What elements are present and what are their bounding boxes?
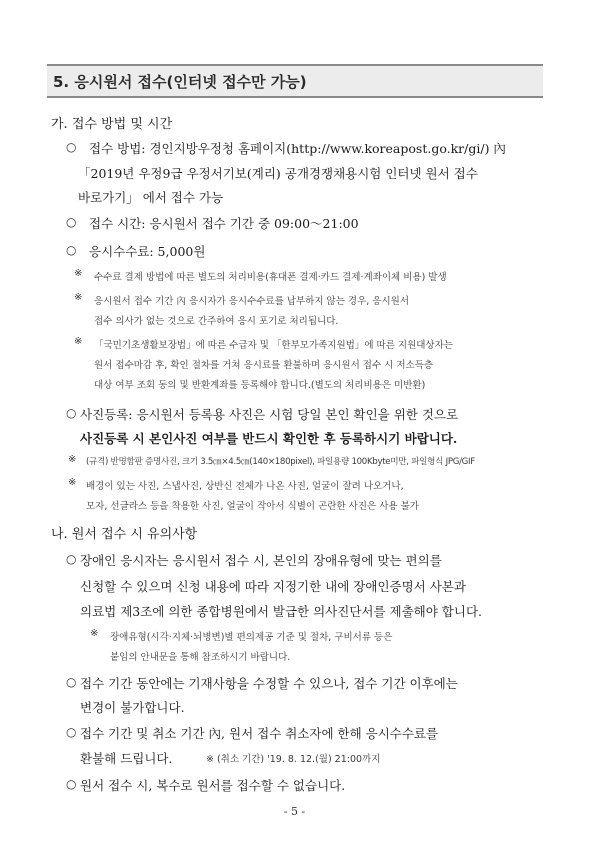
- bullet-icon: ○: [66, 675, 77, 689]
- refund-note: ※ (취소 기간) '19. 8. 12.(월) 21:00까지: [206, 754, 381, 765]
- bullet-icon: ○: [66, 243, 77, 257]
- photo-note-spec: (규격) 반명함판 증명사진, 크기 3.5㎝×4.5㎝(140×180pixel), 파일용량 100Kbyte미만, 파일형식 JPG/GIF: [86, 457, 475, 467]
- duplicate-line: 원서 접수 시, 복수로 원서를 접수할 수 없습니다.: [80, 778, 346, 793]
- fee-note-2-line-1: 응시원서 접수 기간 內 응시자가 응시수수료를 납부하지 않는 경우, 응시원서: [94, 296, 410, 307]
- note-mark-icon: ※: [90, 628, 99, 639]
- note-mark-icon: ※: [68, 454, 77, 465]
- method-line-3: 바로가기」 에서 접수 가능: [78, 190, 224, 205]
- refund-line-1: 접수 기간 및 취소 기간 內, 원서 접수 취소자에 한해 응시수수료를: [80, 726, 439, 741]
- bullet-icon: ○: [66, 725, 77, 739]
- bullet-icon: ○: [66, 777, 77, 791]
- disabled-line-3: 의료법 제3조에 의한 종합병원에서 발급한 의사진단서를 제출해야 합니다.: [80, 604, 482, 619]
- note-mark-icon: ※: [74, 268, 83, 279]
- fee-note-1: 수수료 결제 방법에 따른 별도의 처리비용(휴대폰 결제·카드 결제·계좌이체 비용) 발생: [94, 272, 447, 283]
- disabled-note-line-1: 장애유형(시각·지체·뇌병변)별 편의제공 기준 및 절차, 구비서류 등은: [110, 632, 393, 643]
- page-number: - 5 -: [283, 805, 306, 818]
- fee-note-2-line-2: 접수 의사가 없는 것으로 간주하여 응시 포기로 처리됩니다.: [94, 316, 339, 327]
- bullet-icon: ○: [66, 215, 77, 229]
- method-line-2: 「2019년 우정9급 우정서기보(계리) 공개경쟁채용시험 인터넷 원서 접수: [78, 166, 478, 181]
- subsection-b-heading: 나. 원서 접수 시 유의사항: [51, 527, 198, 542]
- time-line: 접수 시간: 응시원서 접수 기간 중 09:00～21:00: [89, 216, 359, 231]
- refund-line-2: 환불해 드립니다.: [80, 751, 173, 766]
- section-title: 5. 응시원서 접수(인터넷 접수만 가능): [53, 73, 307, 91]
- section-banner: [47, 64, 543, 98]
- disabled-note-line-2: 붙임의 안내문을 통해 참조하시기 바랍니다.: [110, 652, 291, 663]
- modify-line-2: 변경이 불가합니다.: [80, 700, 185, 715]
- bullet-icon: ○: [66, 140, 77, 154]
- fee-note-3-line-1: 「국민기초생활보장법」에 따른 수급자 및 「한부모가족지원법」에 따른 지원대상자는: [94, 340, 453, 351]
- modify-line-1: 접수 기간 동안에는 기재사항을 수정할 수 있으나, 접수 기간 이후에는: [80, 676, 458, 691]
- photo-note-restrict-line-1: 배경이 있는 사진, 스냅사진, 상반신 전체가 나온 사진, 얼굴이 잘려 나오거나,: [86, 481, 404, 492]
- fee-note-3-line-2: 원서 접수마감 후, 확인 절차를 거쳐 응시료를 환불하며 응시원서 접수 시 저소득층: [94, 360, 434, 371]
- photo-note-restrict-line-2: 모자, 선글라스 등을 착용한 사진, 얼굴이 작아서 식별이 곤란한 사진은 사용 불가: [86, 501, 419, 512]
- disabled-line-2: 신청할 수 있으며 신청 내용에 따라 지정기한 내에 장애인증명서 사본과: [80, 579, 466, 594]
- photo-line-2: 사진등록 시 본인사진 여부를 반드시 확인한 후 등록하시기 바랍니다.: [80, 431, 458, 446]
- bullet-icon: ○: [66, 406, 77, 420]
- method-line-1: 접수 방법: 경인지방우정청 홈페이지(http://www.koreapost.go.kr/gi/) 內: [89, 141, 506, 156]
- fee-note-3-line-3: 대상 여부 조회 동의 및 반환계좌를 등록해야 합니다.(별도의 처리비용은 미반환): [94, 380, 426, 391]
- fee-line: 응시수수료: 5,000원: [89, 244, 206, 259]
- note-mark-icon: ※: [68, 477, 77, 488]
- disabled-line-1: 장애인 응시자는 응시원서 접수 시, 본인의 장애유형에 맞는 편의를: [80, 553, 442, 568]
- note-mark-icon: ※: [74, 292, 83, 303]
- note-mark-icon: ※: [74, 336, 83, 347]
- subsection-a-heading: 가. 접수 방법 및 시간: [51, 117, 173, 132]
- photo-line-1: 사진등록: 응시원서 등록용 사진은 시험 당일 본인 확인을 위한 것으로: [80, 407, 459, 422]
- bullet-icon: ○: [66, 552, 77, 566]
